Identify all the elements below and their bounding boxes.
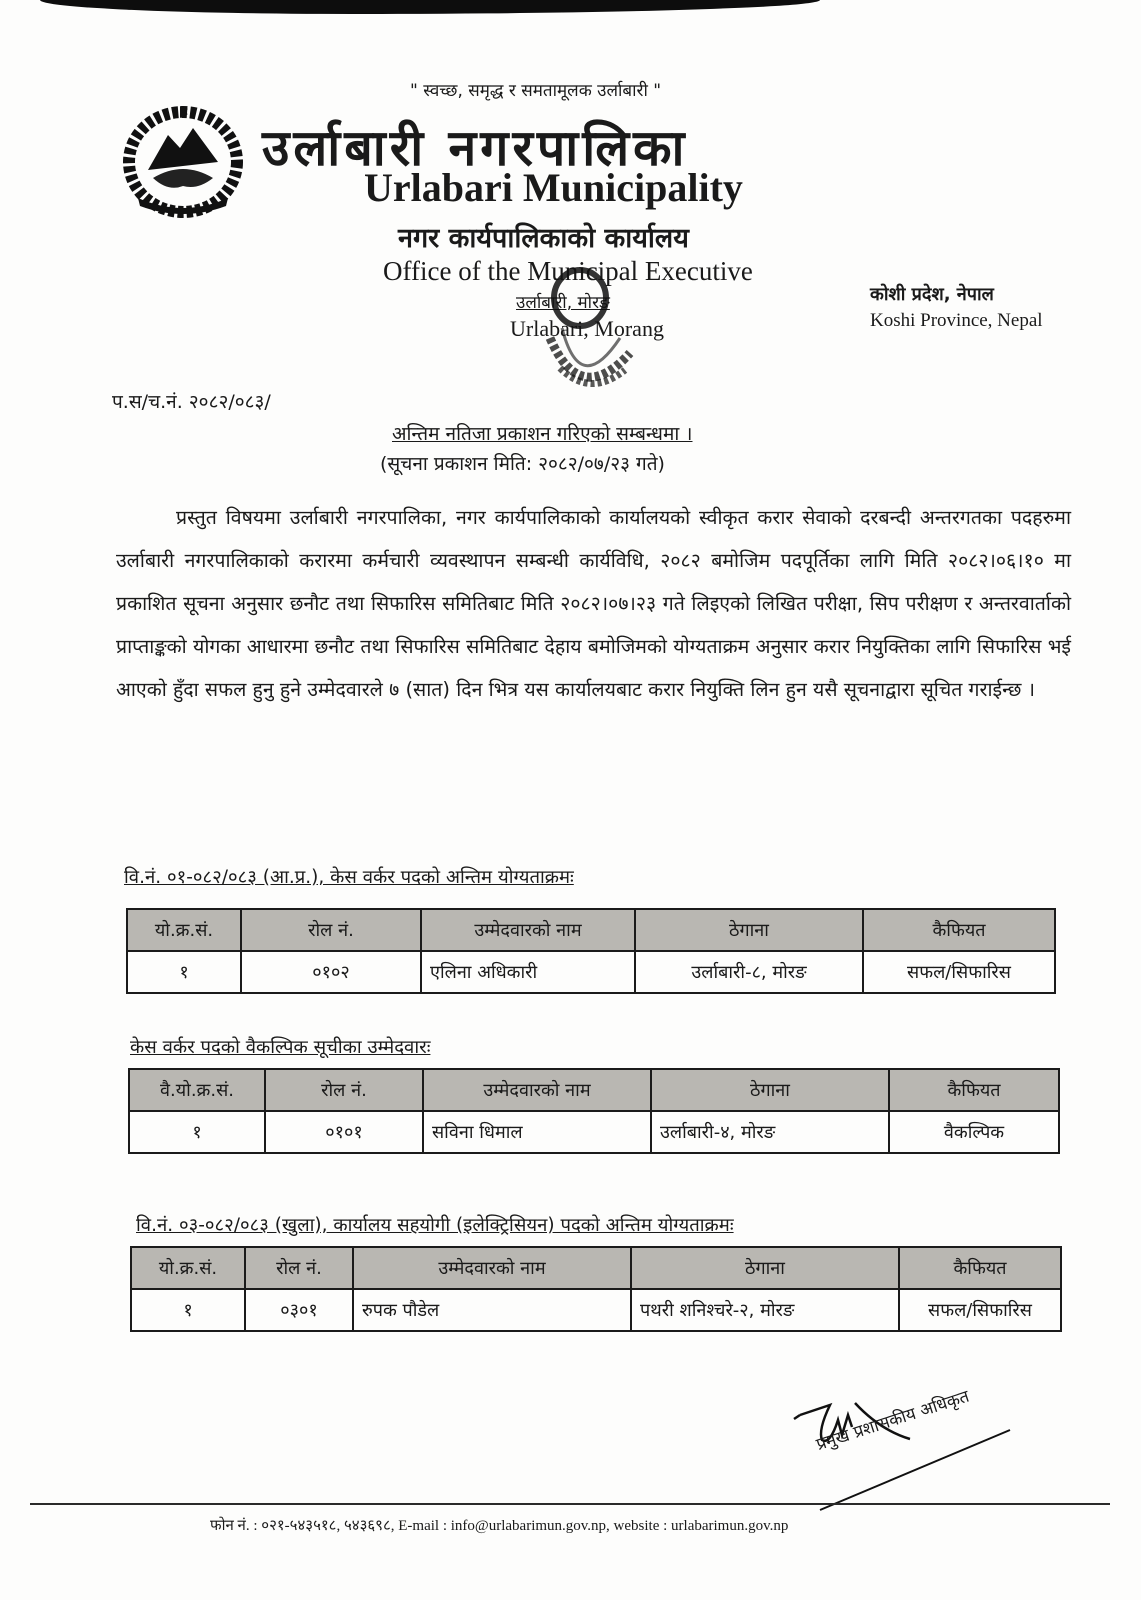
remarks-cell: वैकल्पिक [889,1111,1059,1153]
name-cell: रुपक पौडेल [353,1289,631,1331]
letter-body: प्रस्तुत विषयमा उर्लाबारी नगरपालिका, नगर कार्यपालिकाको कार्यालयको स्वीकृत करार सेवाको दरबन्दी अन्तरगतका पदहरुमा उर्लाबारी नगरपालिकाको करारमा कर्मचारी व्यवस्थापन सम्बन्धी कार्यविधि, २०८२ बमोजिम पदपूर्तिका लागि मिति २०८२।०६।१० मा प्रकाशित सूचना अनुसार छनौट तथा सिफारिस समितिबाट मिति २०८२।०७।२३ गते लिइएको लिखित परीक्षा, सिप परीक्षण र अन्तरवार्ताको प्राप्ताङ्कको योगका आधारमा छनौट तथा सिफारिस समितिबाट देहाय बमोजिमको योग्यताक्रम अनुसार करार नियुक्तिका लागि सिफारिस भई आएको हुँदा सफल हुनु हुने उम्मेदवारले ७ (सात) दिन भित्र यस कार्यालयबाट करार नियुक्ति लिन हुन यसै सूचनाद्वारा सूचित गराईन्छ । [116,506,1071,701]
location-nepali: उर्लाबारी, मोरङ [516,293,610,313]
signatory-title: प्रमुख प्रशासकीय अधिकृत [813,1386,972,1455]
header-cell: रोल नं. [265,1069,423,1111]
header-cell: यो.क्र.सं. [127,909,241,951]
header-cell: कैफियत [899,1247,1061,1289]
results-table-office-assistant [130,1246,1062,1332]
address-cell: उर्लाबारी-८, मोरङ [635,951,863,993]
header-cell: उम्मेदवारको नाम [353,1247,631,1289]
table-row [127,951,1055,993]
roll-cell: ०१०२ [241,951,421,993]
footer-divider [30,1503,1110,1505]
header-cell: ठेगाना [651,1069,889,1111]
nepal-emblem-icon [118,100,248,218]
roll-cell: ०३०१ [245,1289,353,1331]
notice-date: (सूचना प्रकाशन मिति: २०८२/०७/२३ गते) [380,453,665,475]
section-title-office-assistant: वि.नं. ०३-०८२/०८३ (खुला), कार्यालय सहयोगी (इलेक्ट्रिसियन) पदको अन्तिम योग्यताक्रमः [136,1215,734,1236]
municipality-title-english: Urlabari Municipality [364,165,743,210]
office-title-english: Office of the Municipal Executive [383,256,753,286]
header-cell: उम्मेदवारको नाम [421,909,635,951]
handwritten-signature-icon [760,1375,1070,1515]
motto: " स्वच्छ, समृद्ध र समतामूलक उर्लाबारी " [410,81,662,101]
table-header-row [129,1069,1059,1111]
results-table-case-worker [126,908,1056,994]
header-cell: रोल नं. [245,1247,353,1289]
header-cell: उम्मेदवारको नाम [423,1069,651,1111]
remarks-cell: सफल/सिफारिस [863,951,1055,993]
header-cell: ठेगाना [635,909,863,951]
address-cell: पथरी शनिश्चरे-२, मोरङ [631,1289,899,1331]
header-cell: वै.यो.क्र.सं. [129,1069,265,1111]
results-table-alternate [128,1068,1060,1154]
table-header-row [131,1247,1061,1289]
municipality-title-nepali: उर्लाबारी नगरपालिका [262,119,689,177]
name-cell: एलिना अधिकारी [421,951,635,993]
province-nepali: कोशी प्रदेश, नेपाल [870,284,994,305]
table-row [129,1111,1059,1153]
letter-subject: अन्तिम नतिजा प्रकाशन गरिएको सम्बन्धमा । [392,423,693,445]
footer-contact: फोन नं. : ०२१-५४३५१८, ५४३६९८, E-mail : info@urlabarimun.gov.np, website : urlabarimun.gov.np [210,1518,789,1534]
rank-cell: १ [129,1111,265,1153]
name-cell: सविना धिमाल [423,1111,651,1153]
rank-cell: १ [127,951,241,993]
address-cell: उर्लाबारी-४, मोरङ [651,1111,889,1153]
header-cell: ठेगाना [631,1247,899,1289]
province-english: Koshi Province, Nepal [870,310,1043,331]
scan-edge-shadow [40,0,820,14]
table-header-row [127,909,1055,951]
header-cell: रोल नं. [241,909,421,951]
office-title-nepali: नगर कार्यपालिकाको कार्यालय [398,223,689,254]
table-row [131,1289,1061,1331]
header-cell: कैफियत [889,1069,1059,1111]
remarks-cell: सफल/सिफारिस [899,1289,1061,1331]
section-title-case-worker: वि.नं. ०१-०८२/०८३ (आ.प्र.), केस वर्कर पदको अन्तिम योग्यताक्रमः [124,867,574,888]
header-cell: कैफियत [863,909,1055,951]
section-title-alternate-list: केस वर्कर पदको वैकल्पिक सूचीका उम्मेदवारः [130,1037,431,1058]
rank-cell: १ [131,1289,245,1331]
roll-cell: ०१०१ [265,1111,423,1153]
location-english: Urlabari, Morang [510,316,664,341]
header-cell: यो.क्र.सं. [131,1247,245,1289]
reference-number: प.स/च.नं. २०८२/०८३/ [112,391,271,413]
office-stamp-icon [500,258,660,406]
